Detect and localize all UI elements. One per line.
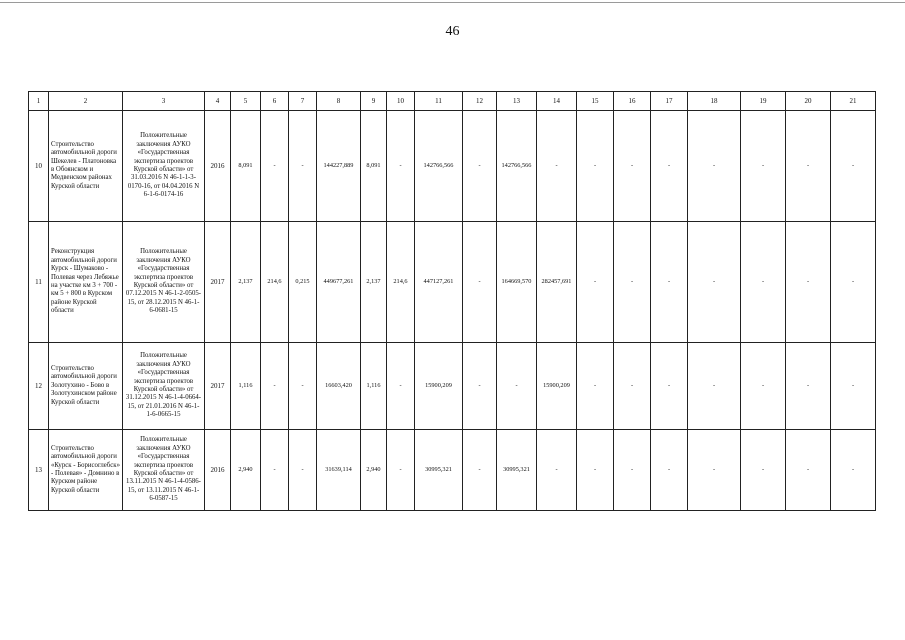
header-cell: 7 [289,92,317,111]
value-cell: 31639,114 [317,430,361,511]
value-cell: 2,137 [231,222,261,343]
value-cell: 2,137 [361,222,387,343]
header-cell: 17 [651,92,688,111]
expertise-document: Положительные заключения АУКО «Государственная экспертиза проектов Курской области» от 07.12.2015 N 46-1-2-0505-15, от 28.12.2015 N 46-1-6-0681-15 [123,222,205,343]
expertise-document: Положительные заключения АУКО «Государственная экспертиза проектов Курской области» от 31.03.2016 N 46-1-1-3-0170-16, от 04.04.2016 N 6-1-6-0174-16 [123,111,205,222]
header-cell: 20 [786,92,831,111]
value-cell: - [741,430,786,511]
value-cell: - [497,343,537,430]
year-cell: 2017 [205,222,231,343]
value-cell: - [261,343,289,430]
value-cell: - [463,111,497,222]
value-cell: - [577,343,614,430]
value-cell: 2,940 [361,430,387,511]
value-cell: - [688,222,741,343]
table-row [29,343,876,430]
object-name: Реконструкция автомобильной дороги Курск - Шумаково - Полевая через Лебяжье на участке км 3 + 700 - км 5 + 800 в Курском районе Курской области [49,222,123,343]
value-cell: - [614,430,651,511]
value-cell: 1,116 [361,343,387,430]
header-cell: 9 [361,92,387,111]
value-cell: 142766,566 [415,111,463,222]
value-cell: - [651,430,688,511]
header-cell: 19 [741,92,786,111]
value-cell: 8,091 [231,111,261,222]
value-cell: - [261,430,289,511]
value-cell: - [831,343,876,430]
value-cell: - [387,111,415,222]
value-cell: 8,091 [361,111,387,222]
page-number: 46 [445,24,460,39]
value-cell: 144227,889 [317,111,361,222]
header-cell: 18 [688,92,741,111]
row-number: 12 [29,343,49,430]
header-cell: 8 [317,92,361,111]
header-cell: 6 [261,92,289,111]
value-cell: - [786,222,831,343]
value-cell: - [688,430,741,511]
value-cell: 1,116 [231,343,261,430]
object-name: Строительство автомобильной дороги Золотухино - Бово в Золотухинском районе Курской области [49,343,123,430]
year-cell: 2017 [205,343,231,430]
value-cell: - [741,222,786,343]
value-cell: - [831,111,876,222]
value-cell: - [289,111,317,222]
value-cell: 15900,209 [537,343,577,430]
table-row [29,430,876,511]
value-cell: - [614,343,651,430]
expertise-document: Положительные заключения АУКО «Государственная экспертиза проектов Курской области» от 13.11.2015 N 46-1-4-0586-15, от 13.11.2015 N 46-1-6-0587-15 [123,430,205,511]
year-cell: 2016 [205,111,231,222]
value-cell: 214,6 [261,222,289,343]
value-cell: - [831,430,876,511]
header-cell: 14 [537,92,577,111]
value-cell: - [688,343,741,430]
value-cell: 2,940 [231,430,261,511]
value-cell: - [577,222,614,343]
value-cell: - [387,343,415,430]
header-cell: 21 [831,92,876,111]
header-cell: 2 [49,92,123,111]
header-cell: 1 [29,92,49,111]
value-cell: - [831,222,876,343]
table-row [29,111,876,222]
value-cell: 0,215 [289,222,317,343]
value-cell: - [463,343,497,430]
expertise-document: Положительные заключения АУКО «Государственная экспертиза проектов Курской области» от 31.12.2015 N 46-1-4-0664-15, от 21.01.2016 N 46-1-1-6-0665-15 [123,343,205,430]
value-cell: - [289,343,317,430]
value-cell: - [614,222,651,343]
header-cell: 13 [497,92,537,111]
value-cell: - [261,111,289,222]
value-cell: - [577,111,614,222]
value-cell: - [577,430,614,511]
page-top-border [0,2,905,3]
value-cell: 214,6 [387,222,415,343]
value-cell: - [786,430,831,511]
header-cell: 3 [123,92,205,111]
header-cell: 16 [614,92,651,111]
value-cell: - [537,430,577,511]
value-cell: 15900,209 [415,343,463,430]
object-name: Строительство автомобильной дороги Шекелев - Платоновка в Обоянском и Медвенском районах Курской области [49,111,123,222]
row-number: 10 [29,111,49,222]
header-cell: 5 [231,92,261,111]
value-cell: - [537,111,577,222]
value-cell: 16603,420 [317,343,361,430]
value-cell: - [741,343,786,430]
value-cell: 142766,566 [497,111,537,222]
value-cell: 447127,261 [415,222,463,343]
value-cell: 282457,691 [537,222,577,343]
year-cell: 2016 [205,430,231,511]
row-number: 11 [29,222,49,343]
table-row [29,222,876,343]
value-cell: - [387,430,415,511]
value-cell: 164669,570 [497,222,537,343]
object-name: Строительство автомобильной дороги «Курск - Борисоглебск» - Полевая» - Домнино в Курском районе Курской области [49,430,123,511]
value-cell: 30995,321 [415,430,463,511]
header-cell: 12 [463,92,497,111]
header-cell: 10 [387,92,415,111]
value-cell: - [786,343,831,430]
value-cell: - [614,111,651,222]
header-cell: 4 [205,92,231,111]
value-cell: 30995,321 [497,430,537,511]
value-cell: - [289,430,317,511]
value-cell: - [786,111,831,222]
value-cell: - [463,430,497,511]
value-cell: - [688,111,741,222]
value-cell: - [651,343,688,430]
value-cell: 449677,261 [317,222,361,343]
value-cell: - [463,222,497,343]
value-cell: - [651,222,688,343]
header-row [29,92,876,111]
value-cell: - [651,111,688,222]
value-cell: - [741,111,786,222]
header-cell: 11 [415,92,463,111]
header-cell: 15 [577,92,614,111]
row-number: 13 [29,430,49,511]
data-table [28,91,876,511]
